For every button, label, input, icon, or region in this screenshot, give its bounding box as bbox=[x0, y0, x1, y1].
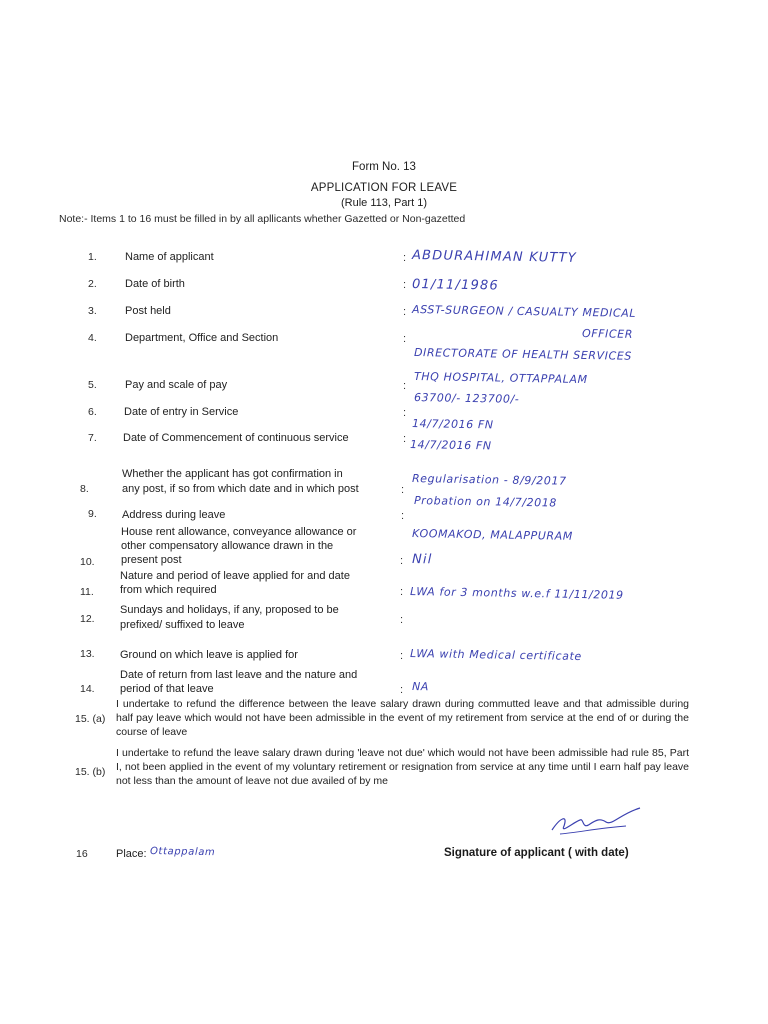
colon: : bbox=[400, 555, 404, 567]
item-label-department: Department, Office and Section bbox=[125, 332, 279, 344]
value-post-cont: OFFICER bbox=[581, 327, 634, 341]
item-label-allowance-cont2: present post bbox=[121, 554, 182, 566]
item-number: 9. bbox=[88, 508, 97, 520]
colon: : bbox=[403, 252, 407, 264]
item-label-ground: Ground on which leave is applied for bbox=[120, 649, 298, 661]
undertaking-a-text: I undertake to refund the difference between the leave salary drawn during commutted leave and that admissible during half pay leave which would not have been admissible in the event of my retirement from service at the end of or during the course of leave bbox=[116, 698, 689, 738]
item-number: 4. bbox=[88, 332, 97, 344]
item-label-allowance-cont: other compensatory allowance drawn in the bbox=[121, 540, 334, 552]
value-name: ABDURAHIMAN KUTTY bbox=[411, 248, 577, 266]
form-note: Note:- Items 1 to 16 must be filled in by all apllicants whether Gazetted or Non-gazetted bbox=[59, 213, 466, 225]
item-number: 6. bbox=[88, 406, 97, 418]
value-dob: 01/11/1986 bbox=[411, 277, 500, 294]
item-label-dob: Date of birth bbox=[125, 278, 185, 290]
item-label-allowance: House rent allowance, conveyance allowance or bbox=[121, 526, 357, 538]
item-number: 7. bbox=[88, 432, 97, 444]
colon: : bbox=[400, 650, 404, 662]
value-entry-date: 14/7/2016 FN bbox=[411, 417, 494, 432]
value-allowance: Nil bbox=[411, 552, 433, 568]
signature-label: Signature of applicant ( with date) bbox=[444, 847, 629, 859]
colon: : bbox=[403, 380, 407, 392]
item-number: 14. bbox=[80, 683, 95, 695]
colon: : bbox=[401, 484, 405, 496]
value-address: KOOMAKOD, MALAPPURAM bbox=[411, 527, 574, 543]
colon: : bbox=[403, 333, 407, 345]
form-number: Form No. 13 bbox=[352, 161, 416, 173]
item-number: 1. bbox=[88, 251, 97, 263]
item-number: 10. bbox=[80, 556, 95, 568]
item-label-last-leave: Date of return from last leave and the nature and bbox=[120, 669, 358, 681]
item-number: 15. (a) bbox=[75, 713, 106, 725]
item-number: 2. bbox=[88, 278, 97, 290]
item-label-continuous-service: Date of Commencement of continuous service bbox=[123, 432, 349, 444]
item-number: 16 bbox=[76, 848, 88, 860]
item-label-name: Name of applicant bbox=[125, 251, 214, 263]
item-label-confirmation-cont: any post, if so from which date and in which post bbox=[122, 483, 359, 495]
value-department: DIRECTORATE OF HEALTH SERVICES bbox=[413, 346, 633, 363]
form-title: APPLICATION FOR LEAVE bbox=[310, 182, 458, 194]
value-ground: LWA with Medical certificate bbox=[409, 647, 582, 663]
item-label-address: Address during leave bbox=[122, 509, 226, 521]
colon: : bbox=[403, 407, 407, 419]
place-label: Place: bbox=[116, 848, 147, 860]
item-label-post: Post held bbox=[125, 305, 171, 317]
item-label-entry-date: Date of entry in Service bbox=[124, 406, 239, 418]
item-label-leave-nature-cont: from which required bbox=[120, 584, 217, 596]
value-continuous-service: 14/7/2016 FN bbox=[409, 438, 492, 453]
item-number: 11. bbox=[80, 586, 94, 598]
item-label-holidays: Sundays and holidays, if any, proposed to be bbox=[120, 604, 339, 616]
item-number: 3. bbox=[88, 305, 97, 317]
value-office: THQ HOSPITAL, OTTAPPALAM bbox=[413, 370, 588, 387]
undertaking-b-text: I undertake to refund the leave salary drawn during 'leave not due' which would not have been admissible had rule 85, Part I, not been applied in the event of my voluntary retirement or resignation from service at any time until I earn half pay leave not less than the amount of leave not due availed of by me bbox=[116, 747, 689, 787]
item-number: 8. bbox=[80, 483, 89, 495]
handwritten-signature bbox=[540, 800, 650, 840]
item-label-leave-nature: Nature and period of leave applied for and date bbox=[120, 570, 350, 582]
value-place: Ottappalam bbox=[149, 846, 216, 859]
item-label-confirmation: Whether the applicant has got confirmation in bbox=[122, 468, 343, 480]
colon: : bbox=[403, 279, 407, 291]
colon: : bbox=[400, 684, 404, 696]
form-rule: (Rule 113, Part 1) bbox=[340, 197, 427, 209]
item-number: 15. (b) bbox=[75, 766, 106, 778]
value-probation: Probation on 14/7/2018 bbox=[413, 494, 558, 510]
colon: : bbox=[401, 510, 405, 522]
value-pay: 63700/- 123700/- bbox=[413, 391, 520, 406]
item-label-last-leave-cont: period of that leave bbox=[120, 683, 214, 695]
value-last-leave: NA bbox=[411, 680, 430, 694]
colon: : bbox=[403, 306, 407, 318]
colon: : bbox=[400, 586, 404, 598]
item-number: 12. bbox=[80, 613, 95, 625]
colon: : bbox=[403, 433, 407, 445]
item-number: 13. bbox=[80, 648, 95, 660]
item-label-holidays-cont: prefixed/ suffixed to leave bbox=[120, 619, 245, 631]
value-confirmation: Regularisation - 8/9/2017 bbox=[411, 472, 567, 488]
value-leave-nature: LWA for 3 months w.e.f 11/11/2019 bbox=[409, 585, 624, 602]
item-number: 5. bbox=[88, 379, 97, 391]
value-post: ASST-SURGEON / CASUALTY MEDICAL bbox=[411, 303, 637, 320]
colon: : bbox=[400, 614, 404, 626]
item-label-pay: Pay and scale of pay bbox=[125, 379, 228, 391]
